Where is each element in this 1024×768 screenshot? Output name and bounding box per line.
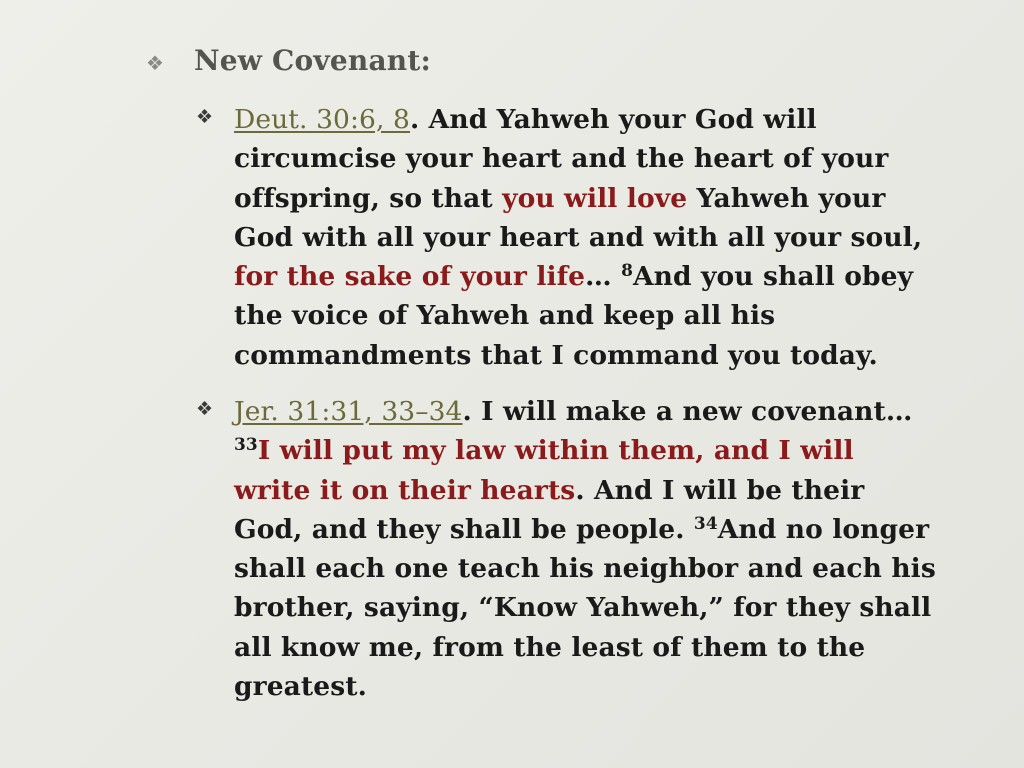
verse-number: 34: [693, 513, 718, 534]
slide-heading: New Covenant:: [194, 44, 432, 77]
body-text: . And Yahweh your God will circumcise your heart and the heart of your offspring, so that: [234, 104, 889, 214]
bullet-jeremiah: [196, 392, 936, 706]
verse-number: 33: [234, 435, 258, 456]
body-text: . And I will be their God, and they shall be people.: [234, 474, 865, 545]
body-text: And you shall obey the voice of Yahweh and keep all his commandments that I command you today.: [234, 261, 914, 371]
scripture-reference-link[interactable]: Deut. 30:6, 8: [234, 104, 411, 135]
emphasis-text: I will put my law within them, and I will write it on their hearts: [234, 435, 854, 506]
diamond-flourish-icon: ❖: [146, 51, 164, 75]
diamond-flourish-icon: ❖: [196, 106, 214, 128]
body-text: . I will make a new covenant…: [462, 396, 913, 427]
emphasis-text: for the sake of your life: [234, 261, 586, 293]
body-text: Yahweh your God with all your heart and with all your soul,: [234, 182, 923, 253]
scripture-reference-link[interactable]: Jer. 31:31, 33–34: [234, 396, 463, 427]
bullet-deuteronomy: [196, 100, 936, 375]
bullet-deuteronomy-text: [234, 100, 936, 375]
bullet-jeremiah-text: [234, 392, 936, 706]
diamond-flourish-icon: ❖: [196, 398, 214, 420]
body-text: …: [585, 261, 622, 293]
heading-bullet: [146, 44, 431, 77]
verse-number: 8: [621, 261, 633, 282]
emphasis-text: you will love: [502, 182, 688, 214]
body-text: And no longer shall each one teach his neighbor and each his brother, saying, “Know Yahweh,” for they shall all know me, from the least of them to the greatest.: [234, 513, 936, 703]
